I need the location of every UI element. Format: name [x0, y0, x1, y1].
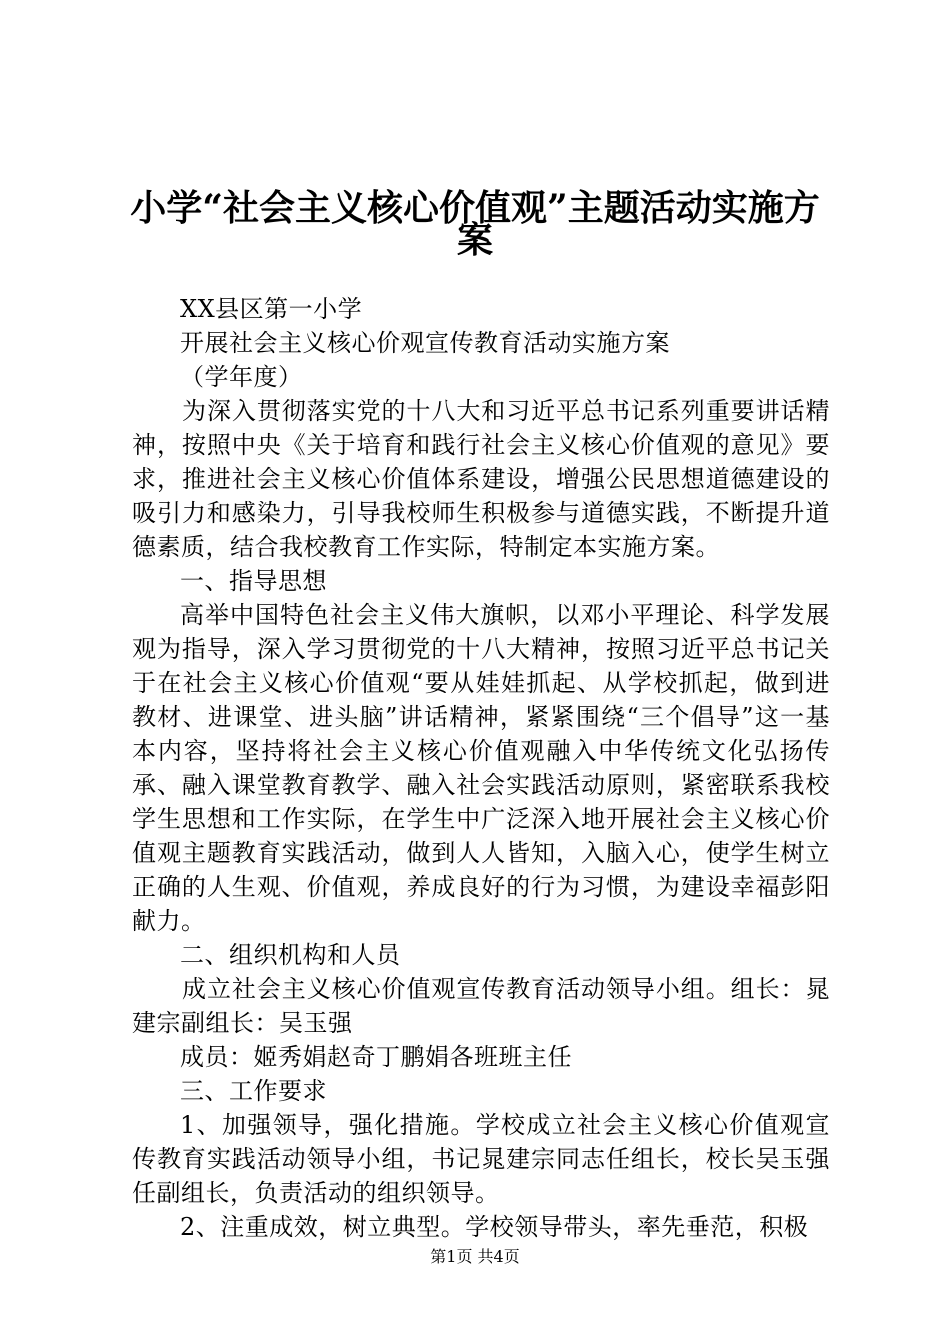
members-paragraph: 成员：姬秀娟赵奇丁鹏娟各班班主任 — [180, 1043, 572, 1071]
section-heading-organization: 二、组织机构和人员 — [180, 941, 401, 969]
school-name: XX县区第一小学 — [180, 295, 363, 323]
document-title-line1: 小学“社会主义核心价值观”主题活动实施方 — [130, 187, 820, 229]
document-title-line2: 案 — [456, 219, 493, 261]
section-heading-requirements: 三、工作要求 — [180, 1077, 327, 1105]
plan-subtitle: 开展社会主义核心价观宣传教育活动实施方案 — [180, 329, 670, 357]
document-body — [132, 292, 830, 1244]
school-year: （学年度） — [180, 363, 303, 391]
requirement-item-2: 2、注重成效，树立典型。学校领导带头，率先垂范，积极 — [180, 1213, 809, 1241]
organization-paragraph: 成立社会主义核心价值观宣传教育活动领导小组。组长：晁建宗副组长：吴玉强 — [132, 975, 830, 1037]
section-heading-guiding-thought: 一、指导思想 — [180, 567, 327, 595]
guiding-thought-paragraph: 高举中国特色社会主义伟大旗帜，以邓小平理论、科学发展观为指导，深入学习贯彻党的十八大精神，按照习近平总书记关于在社会主义核心价值观“要从娃娃抓起、从学校抓起，做到进教材、进课堂、进头脑”讲话精神，紧紧围绕“三个倡导”这一基本内容，坚持将社会主义核心价值观融入中华传统文化弘扬传承、融入课堂教育教学、融入社会实践活动原则，紧密联系我校学生思想和工作实际，在学生中广泛深入地开展社会主义核心价值观主题教育实践活动，做到人人皆知，入脑入心，使学生树立正确的人生观、价值观，养成良好的行为习惯，为建设幸福彭阳献力。 — [132, 601, 830, 935]
page-footer: 第1页 共4页 — [430, 1247, 520, 1266]
requirement-item-1: 1、加强领导，强化措施。学校成立社会主义核心价值观宣传教育实践活动领导小组，书记晁建宗同志任组长，校长吴玉强任副组长，负责活动的组织领导。 — [132, 1111, 830, 1207]
intro-paragraph: 为深入贯彻落实党的十八大和习近平总书记系列重要讲话精神，按照中央《关于培育和践行社会主义核心价值观的意见》要求，推进社会主义核心价值体系建设，增强公民思想道德建设的吸引力和感染力，引导我校师生积极参与道德实践，不断提升道德素质，结合我校教育工作实际，特制定本实施方案。 — [132, 397, 830, 561]
